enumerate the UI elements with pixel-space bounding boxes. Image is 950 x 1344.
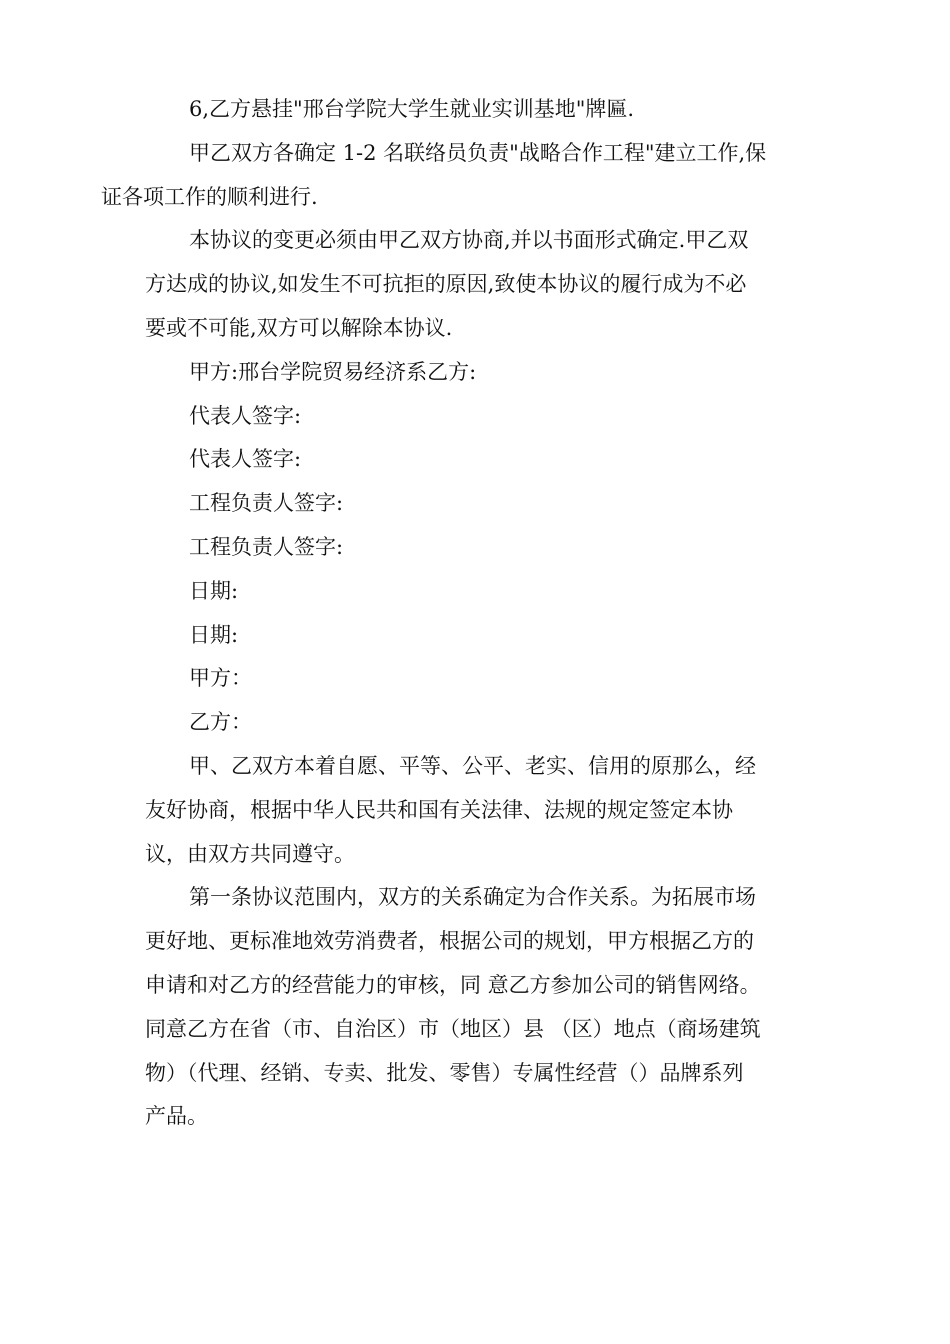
text-line: 议，由双方共同遵守。 <box>145 841 355 866</box>
text-line: 工程负责人签字: <box>189 491 344 516</box>
signature-line-representative-a <box>145 395 805 439</box>
text-line: 同意乙方在省（市、自治区）市（地区）县 （区）地点（商场建筑 <box>145 1016 761 1041</box>
paragraph-amendment <box>145 219 805 350</box>
document-body <box>101 88 805 1139</box>
text-line: 代表人签字: <box>189 447 302 472</box>
text-line: 日期: <box>189 578 239 603</box>
signature-line-project-lead-b <box>145 526 805 570</box>
text-line: 本协议的变更必须由甲乙双方协商,并以书面形式确定.甲乙双 <box>189 228 749 253</box>
paragraph-principles <box>145 745 805 876</box>
text-line: 第一条协议范围内，双方的关系确定为合作关系。为拓展市场 <box>189 885 756 910</box>
paragraph-plaque <box>145 88 805 132</box>
text-line: 甲方： <box>189 666 252 691</box>
text-line: 证各项工作的顺利进行. <box>101 184 318 209</box>
party-a-label <box>145 657 805 701</box>
text-line: 要或不可能,双方可以解除本协议. <box>145 315 453 340</box>
text-line: 申请和对乙方的经营能力的审核，同 意乙方参加公司的销售网络。 <box>145 972 761 997</box>
paragraph-liaison <box>101 132 805 220</box>
signature-line-representative-b <box>145 438 805 482</box>
text-line: 6,乙方悬挂"邢台学院大学生就业实训基地"牌匾. <box>189 97 635 121</box>
text-line: 代表人签字: <box>189 403 302 428</box>
text-line: 甲乙双方各确定 1-2 名联络员负责"战略合作工程"建立工作,保 <box>189 140 767 165</box>
text-line: 方达成的协议,如发生不可抗拒的原因,致使本协议的履行成为不必 <box>145 272 747 297</box>
date-line-a <box>145 570 805 614</box>
text-line: 产品。 <box>145 1104 208 1129</box>
signature-line-project-lead-a <box>145 482 805 526</box>
text-line: 甲方:邢台学院贸易经济系乙方: <box>189 359 477 384</box>
paragraph-article-one <box>145 876 805 1139</box>
text-line: 物）（代理、经销、专卖、批发、零售）专属性经营（）品牌系列 <box>145 1060 744 1085</box>
party-b-label <box>145 701 805 745</box>
text-line: 工程负责人签字: <box>189 534 344 559</box>
text-line: 日期: <box>189 622 239 647</box>
text-line: 乙方： <box>189 710 252 735</box>
text-line: 甲、乙双方本着自愿、平等、公平、老实、信用的原那么，经 <box>189 753 756 778</box>
text-line: 更好地、更标准地效劳消费者，根据公司的规划，甲方根据乙方的 <box>145 929 754 954</box>
party-line <box>145 351 805 395</box>
text-line: 友好协商，根据中华人民共和国有关法律、法规的规定签定本协 <box>145 797 733 822</box>
date-line-b <box>145 614 805 658</box>
